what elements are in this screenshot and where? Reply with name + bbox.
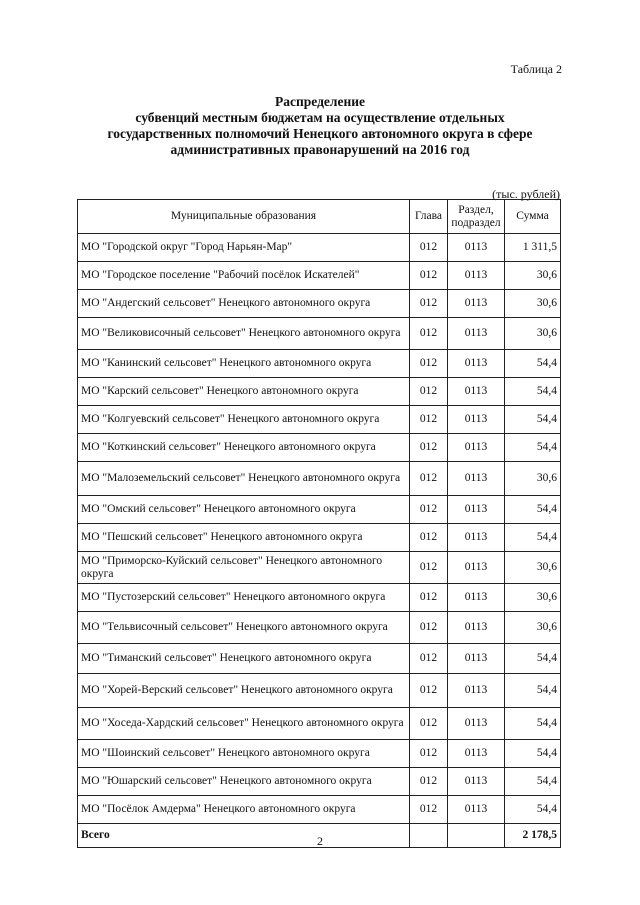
cell-razdel: 0113 (448, 584, 505, 612)
table-row (78, 740, 561, 768)
table-header-row (78, 200, 561, 234)
table-row (78, 434, 561, 462)
cell-razdel: 0113 (448, 378, 505, 406)
header-razdel: Раздел, подраздел (448, 200, 505, 234)
cell-razdel: 0113 (448, 496, 505, 524)
table-row (78, 262, 561, 290)
cell-summa: 30,6 (505, 262, 561, 290)
title-line: административных правонарушений на 2016 год (170, 142, 470, 157)
table-label: Таблица 2 (510, 62, 562, 76)
cell-glava: 012 (410, 350, 448, 378)
cell-municipality: МО "Городской округ "Город Нарьян-Мар" (78, 234, 410, 262)
total-summa: 2 178,5 (505, 824, 561, 848)
cell-summa: 54,4 (505, 524, 561, 552)
table-row (78, 524, 561, 552)
cell-razdel: 0113 (448, 406, 505, 434)
cell-glava: 012 (410, 524, 448, 552)
cell-municipality: МО "Омский сельсовет" Ненецкого автономного округа (78, 496, 410, 524)
header-glava: Глава (410, 200, 448, 234)
table-row (78, 378, 561, 406)
cell-municipality: МО "Юшарский сельсовет" Ненецкого автономного округа (78, 768, 410, 796)
table-row (78, 708, 561, 740)
cell-razdel: 0113 (448, 612, 505, 644)
title-line: государственных полномочий Ненецкого автономного округа в сфере (107, 126, 533, 141)
cell-summa: 30,6 (505, 462, 561, 496)
table-row (78, 290, 561, 318)
cell-razdel: 0113 (448, 552, 505, 584)
cell-razdel: 0113 (448, 234, 505, 262)
cell-municipality: МО "Городское поселение "Рабочий посёлок Искателей" (78, 262, 410, 290)
cell-summa: 54,4 (505, 740, 561, 768)
cell-glava: 012 (410, 796, 448, 824)
cell-glava: 012 (410, 674, 448, 708)
cell-razdel: 0113 (448, 708, 505, 740)
cell-summa: 30,6 (505, 612, 561, 644)
cell-glava: 012 (410, 552, 448, 584)
cell-razdel: 0113 (448, 524, 505, 552)
cell-razdel: 0113 (448, 674, 505, 708)
table-row (78, 768, 561, 796)
page-number: 2 (317, 834, 323, 848)
cell-glava: 012 (410, 262, 448, 290)
cell-municipality: МО "Приморско-Куйский сельсовет" Ненецкого автономного округа (78, 552, 410, 584)
total-label: Всего (78, 824, 410, 848)
cell-glava: 012 (410, 462, 448, 496)
table-row (78, 462, 561, 496)
cell-municipality: МО "Хорей-Верский сельсовет" Ненецкого автономного округа (78, 674, 410, 708)
cell-glava: 012 (410, 584, 448, 612)
cell-summa: 30,6 (505, 552, 561, 584)
cell-razdel: 0113 (448, 768, 505, 796)
header-municipality: Муниципальные образования (78, 200, 410, 234)
cell-municipality: МО "Хоседа-Хардский сельсовет" Ненецкого автономного округа (78, 708, 410, 740)
units-label: (тыс. рублей) (492, 187, 560, 201)
table-row (78, 318, 561, 350)
subvention-table (77, 199, 561, 848)
cell-glava: 012 (410, 708, 448, 740)
cell-razdel: 0113 (448, 262, 505, 290)
cell-razdel: 0113 (448, 462, 505, 496)
cell-glava: 012 (410, 234, 448, 262)
cell-razdel: 0113 (448, 644, 505, 674)
table-row (78, 584, 561, 612)
cell-summa: 54,4 (505, 350, 561, 378)
cell-municipality: МО "Коткинский сельсовет" Ненецкого автономного округа (78, 434, 410, 462)
title-line: Распределение (274, 94, 366, 109)
table-row (78, 612, 561, 644)
table-row (78, 644, 561, 674)
cell-summa: 1 311,5 (505, 234, 561, 262)
cell-glava: 012 (410, 290, 448, 318)
cell-razdel: 0113 (448, 290, 505, 318)
cell-municipality: МО "Великовисочный сельсовет" Ненецкого автономного округа (78, 318, 410, 350)
table-row (78, 234, 561, 262)
cell-summa: 54,4 (505, 674, 561, 708)
table-row (78, 674, 561, 708)
cell-municipality: МО "Пешский сельсовет" Ненецкого автономного округа (78, 524, 410, 552)
cell-glava: 012 (410, 318, 448, 350)
cell-glava: 012 (410, 644, 448, 674)
cell-glava: 012 (410, 406, 448, 434)
document-title (60, 94, 580, 158)
cell-summa: 54,4 (505, 406, 561, 434)
cell-summa: 54,4 (505, 378, 561, 406)
cell-municipality: МО "Пустозерский сельсовет" Ненецкого автономного округа (78, 584, 410, 612)
title-line: субвенций местным бюджетам на осуществление отдельных (135, 110, 505, 125)
table-row (78, 496, 561, 524)
table-row (78, 406, 561, 434)
cell-municipality: МО "Шоинский сельсовет" Ненецкого автономного округа (78, 740, 410, 768)
table-row (78, 552, 561, 584)
cell-glava: 012 (410, 434, 448, 462)
cell-razdel: 0113 (448, 318, 505, 350)
cell-razdel: 0113 (448, 740, 505, 768)
cell-summa: 30,6 (505, 584, 561, 612)
cell-municipality: МО "Канинский сельсовет" Ненецкого автономного округа (78, 350, 410, 378)
cell-razdel: 0113 (448, 796, 505, 824)
cell-summa: 54,4 (505, 496, 561, 524)
cell-municipality: МО "Тиманский сельсовет" Ненецкого автономного округа (78, 644, 410, 674)
cell-municipality: МО "Посёлок Амдерма" Ненецкого автономного округа (78, 796, 410, 824)
table-row (78, 796, 561, 824)
cell-summa: 54,4 (505, 708, 561, 740)
table-row (78, 350, 561, 378)
cell-municipality: МО "Карский сельсовет" Ненецкого автономного округа (78, 378, 410, 406)
cell-glava: 012 (410, 378, 448, 406)
cell-summa: 54,4 (505, 434, 561, 462)
cell-municipality: МО "Колгуевский сельсовет" Ненецкого автономного округа (78, 406, 410, 434)
cell-glava: 012 (410, 496, 448, 524)
cell-glava: 012 (410, 740, 448, 768)
cell-glava: 012 (410, 768, 448, 796)
cell-summa: 30,6 (505, 290, 561, 318)
cell-municipality: МО "Тельвисочный сельсовет" Ненецкого автономного округа (78, 612, 410, 644)
cell-razdel: 0113 (448, 350, 505, 378)
cell-summa: 54,4 (505, 644, 561, 674)
cell-municipality: МО "Малоземельский сельсовет" Ненецкого автономного округа (78, 462, 410, 496)
cell-summa: 54,4 (505, 768, 561, 796)
cell-summa: 54,4 (505, 796, 561, 824)
header-summa: Сумма (505, 200, 561, 234)
cell-glava: 012 (410, 612, 448, 644)
cell-razdel: 0113 (448, 434, 505, 462)
cell-summa: 30,6 (505, 318, 561, 350)
cell-municipality: МО "Андегский сельсовет" Ненецкого автономного округа (78, 290, 410, 318)
